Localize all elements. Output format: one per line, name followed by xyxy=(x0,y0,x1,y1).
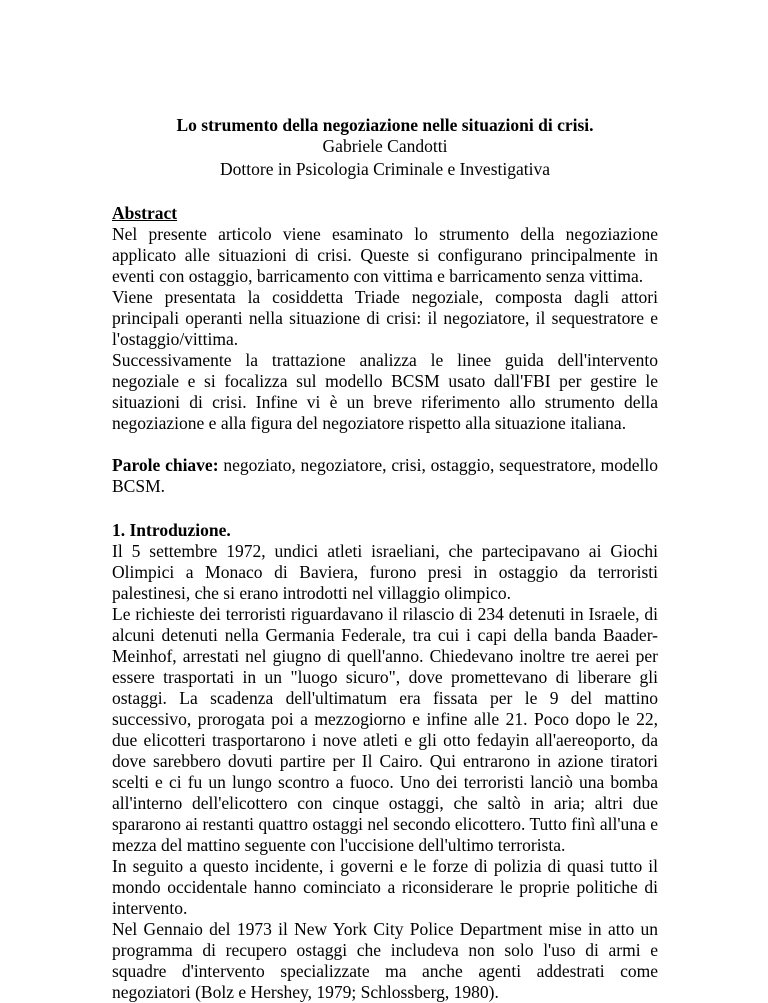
keywords xyxy=(112,455,658,497)
keywords-label: Parole chiave: xyxy=(112,455,219,475)
abstract-paragraph: Viene presentata la cosiddetta Triade negoziale, composta dagli attori principali operanti nella situazione di crisi: il negoziatore, il sequestratore e l'ostaggio/vittima. xyxy=(112,287,658,349)
document-page xyxy=(112,115,658,1003)
introduction-paragraph: Le richieste dei terroristi riguardavano il rilascio di 234 detenuti in Israele, di alcuni detenuti nella Germania Federale, tra cui i capi della banda Baader-Meinhof, arrestati nel giugno di quell'anno. Chiedevano inoltre tre aerei per essere trasportati in un "luogo sicuro", dove promettevano di liberare gli ostaggi. La scadenza dell'ultimatum era fissata per le 9 del mattino successivo, prorogata poi a mezzogiorno e infine alle 21. Poco dopo le 22, due elicotteri trasportarono i nove atleti e gli otto fedayin all'aereoporto, da dove sarebbero dovuti partire per Il Cairo. Qui entrarono in azione tiratori scelti e ci fu un lungo scontro a fuoco. Uno dei terroristi lanciò una bomba all'interno dell'elicottero con cinque ostaggi, che saltò in aria; altri due spararono ai restanti quattro ostaggi nel secondo elicottero. Tutto finì all'una e mezza del mattino seguente con l'uccisione dell'ultimo terrorista. xyxy=(112,604,658,855)
introduction-paragraph: In seguito a questo incidente, i governi e le forze di polizia di quasi tutto il mondo occidentale hanno cominciato a riconsiderare le proprie politiche di intervento. xyxy=(112,856,658,918)
introduction-section xyxy=(112,520,658,1003)
document-header xyxy=(112,115,658,180)
introduction-paragraph: Il 5 settembre 1972, undici atleti israeliani, che partecipavano ai Giochi Olimpici a Monaco di Baviera, furono presi in ostaggio da terroristi palestinesi, che si erano introdotti nel villaggio olimpico. xyxy=(112,541,658,603)
author-affiliation: Dottore in Psicologia Criminale e Investigativa xyxy=(220,159,550,179)
author-name: Gabriele Candotti xyxy=(322,136,448,156)
introduction-heading: 1. Introduzione. xyxy=(112,520,231,540)
abstract-paragraph: Successivamente la trattazione analizza le linee guida dell'intervento negoziale e si focalizza sul modello BCSM usato dall'FBI per gestire le situazioni di crisi. Infine vi è un breve riferimento allo strumento della negoziazione e alla figura del negoziatore rispetto alla situazione italiana. xyxy=(112,350,658,433)
abstract-section xyxy=(112,203,658,434)
document-title: Lo strumento della negoziazione nelle situazioni di crisi. xyxy=(176,115,594,135)
introduction-paragraph: Nel Gennaio del 1973 il New York City Police Department mise in atto un programma di recupero ostaggi che includeva non solo l'uso di armi e squadre d'intervento specializzate ma anche agenti addestrati come negoziatori (Bolz e Hershey, 1979; Schlossberg, 1980). xyxy=(112,919,658,1002)
abstract-paragraph: Nel presente articolo viene esaminato lo strumento della negoziazione applicato alle situazioni di crisi. Queste si configurano principalmente in eventi con ostaggio, barricamento con vittima e barricamento senza vittima. xyxy=(112,224,658,286)
abstract-heading: Abstract xyxy=(112,203,178,223)
keywords-text: negoziato, negoziatore, crisi, ostaggio, sequestratore, modello BCSM. xyxy=(112,455,658,496)
